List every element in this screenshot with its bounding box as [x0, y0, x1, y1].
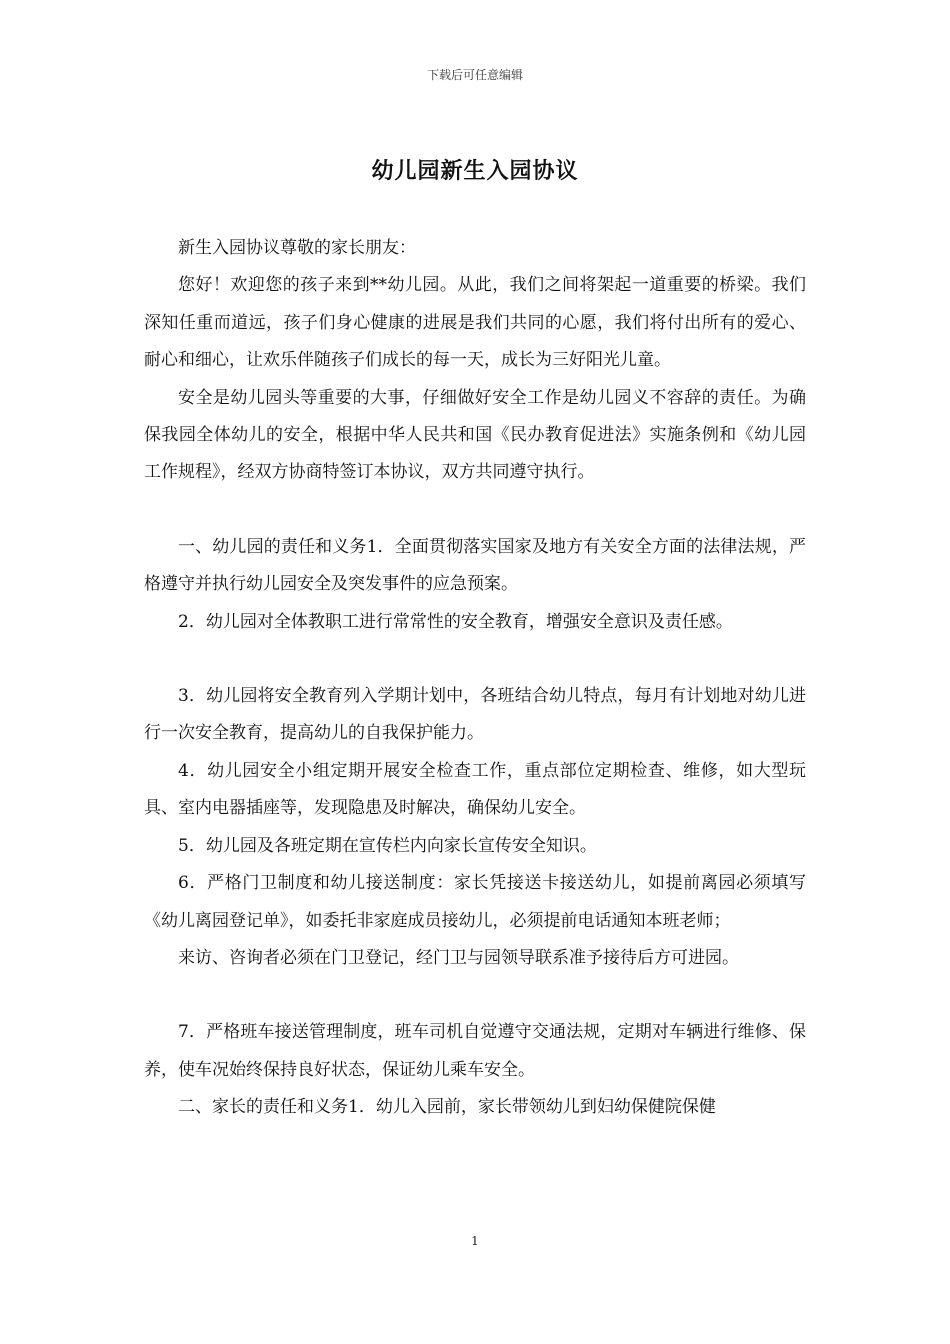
paragraph-kindergarten-duties-3: 3．幼儿园将安全教育列入学期计划中，各班结合幼儿特点，每月有计划地对幼儿进行一次安全教育，提高幼儿的自我保护能力。: [144, 686, 806, 744]
paragraph-kindergarten-duties-5: 5．幼儿园及各班定期在宣传栏内向家长宣传安全知识。: [178, 835, 597, 856]
page-number: 1: [471, 1234, 479, 1248]
paragraph-greeting: 新生入园协议尊敬的家长朋友：: [178, 238, 416, 258]
page-header-note: 下载后可任意编辑: [426, 68, 523, 82]
paragraph-parent-duties-1: 二、家长的责任和义务1．幼儿入园前，家长带领幼儿到妇幼保健院保健: [178, 1097, 716, 1118]
paragraph-kindergarten-duties-6: 6．严格门卫制度和幼儿接送制度：家长凭接送卡接送幼儿，如提前离园必须填写《幼儿离园登记单》，如委托非家庭成员接幼儿，必须提前电话通知本班老师；: [144, 873, 806, 931]
document-body: [144, 230, 806, 1127]
document-title: 幼儿园新生入园协议: [371, 159, 579, 184]
paragraph-kindergarten-duties-4: 4．幼儿园安全小组定期开展安全检查工作，重点部位定期检查、维修，如大型玩具、室内电器插座等，发现隐患及时解决，确保幼儿安全。: [144, 760, 806, 819]
paragraph-kindergarten-duties-1: 一、幼儿园的责任和义务1．全面贯彻落实国家及地方有关安全方面的法律法规，严格遵守并执行幼儿园安全及突发事件的应急预案。: [144, 536, 806, 595]
paragraph-kindergarten-duties-7: 7．严格班车接送管理制度，班车司机自觉遵守交通法规，定期对车辆进行维修、保养，使车况始终保持良好状态，保证幼儿乘车安全。: [144, 1022, 806, 1080]
paragraph-welcome: 您好！欢迎您的孩子来到**幼儿园。从此，我们之间将架起一道重要的桥梁。我们深知任重而道远，孩子们身心健康的进展是我们共同的心愿，我们将付出所有的爱心、耐心和细心，让欢乐伴随孩子们成长的每一天，成长为三好阳光儿童。: [144, 275, 806, 371]
paragraph-safety-intro: 安全是幼儿园头等重要的大事，仔细做好安全工作是幼儿园义不容辞的责任。为确保我园全体幼儿的安全，根据中华人民共和国《民办教育促进法》实施条例和《幼儿园工作规程》，经双方协商特签订本协议，双方共同遵守执行。: [144, 387, 806, 483]
paragraph-kindergarten-duties-2: 2．幼儿园对全体教职工进行常常性的安全教育，增强安全意识及责任感。: [178, 611, 733, 632]
paragraph-visitor-rule: 来访、咨询者必须在门卫登记，经门卫与园领导联系准予接待后方可进园。: [178, 947, 739, 968]
